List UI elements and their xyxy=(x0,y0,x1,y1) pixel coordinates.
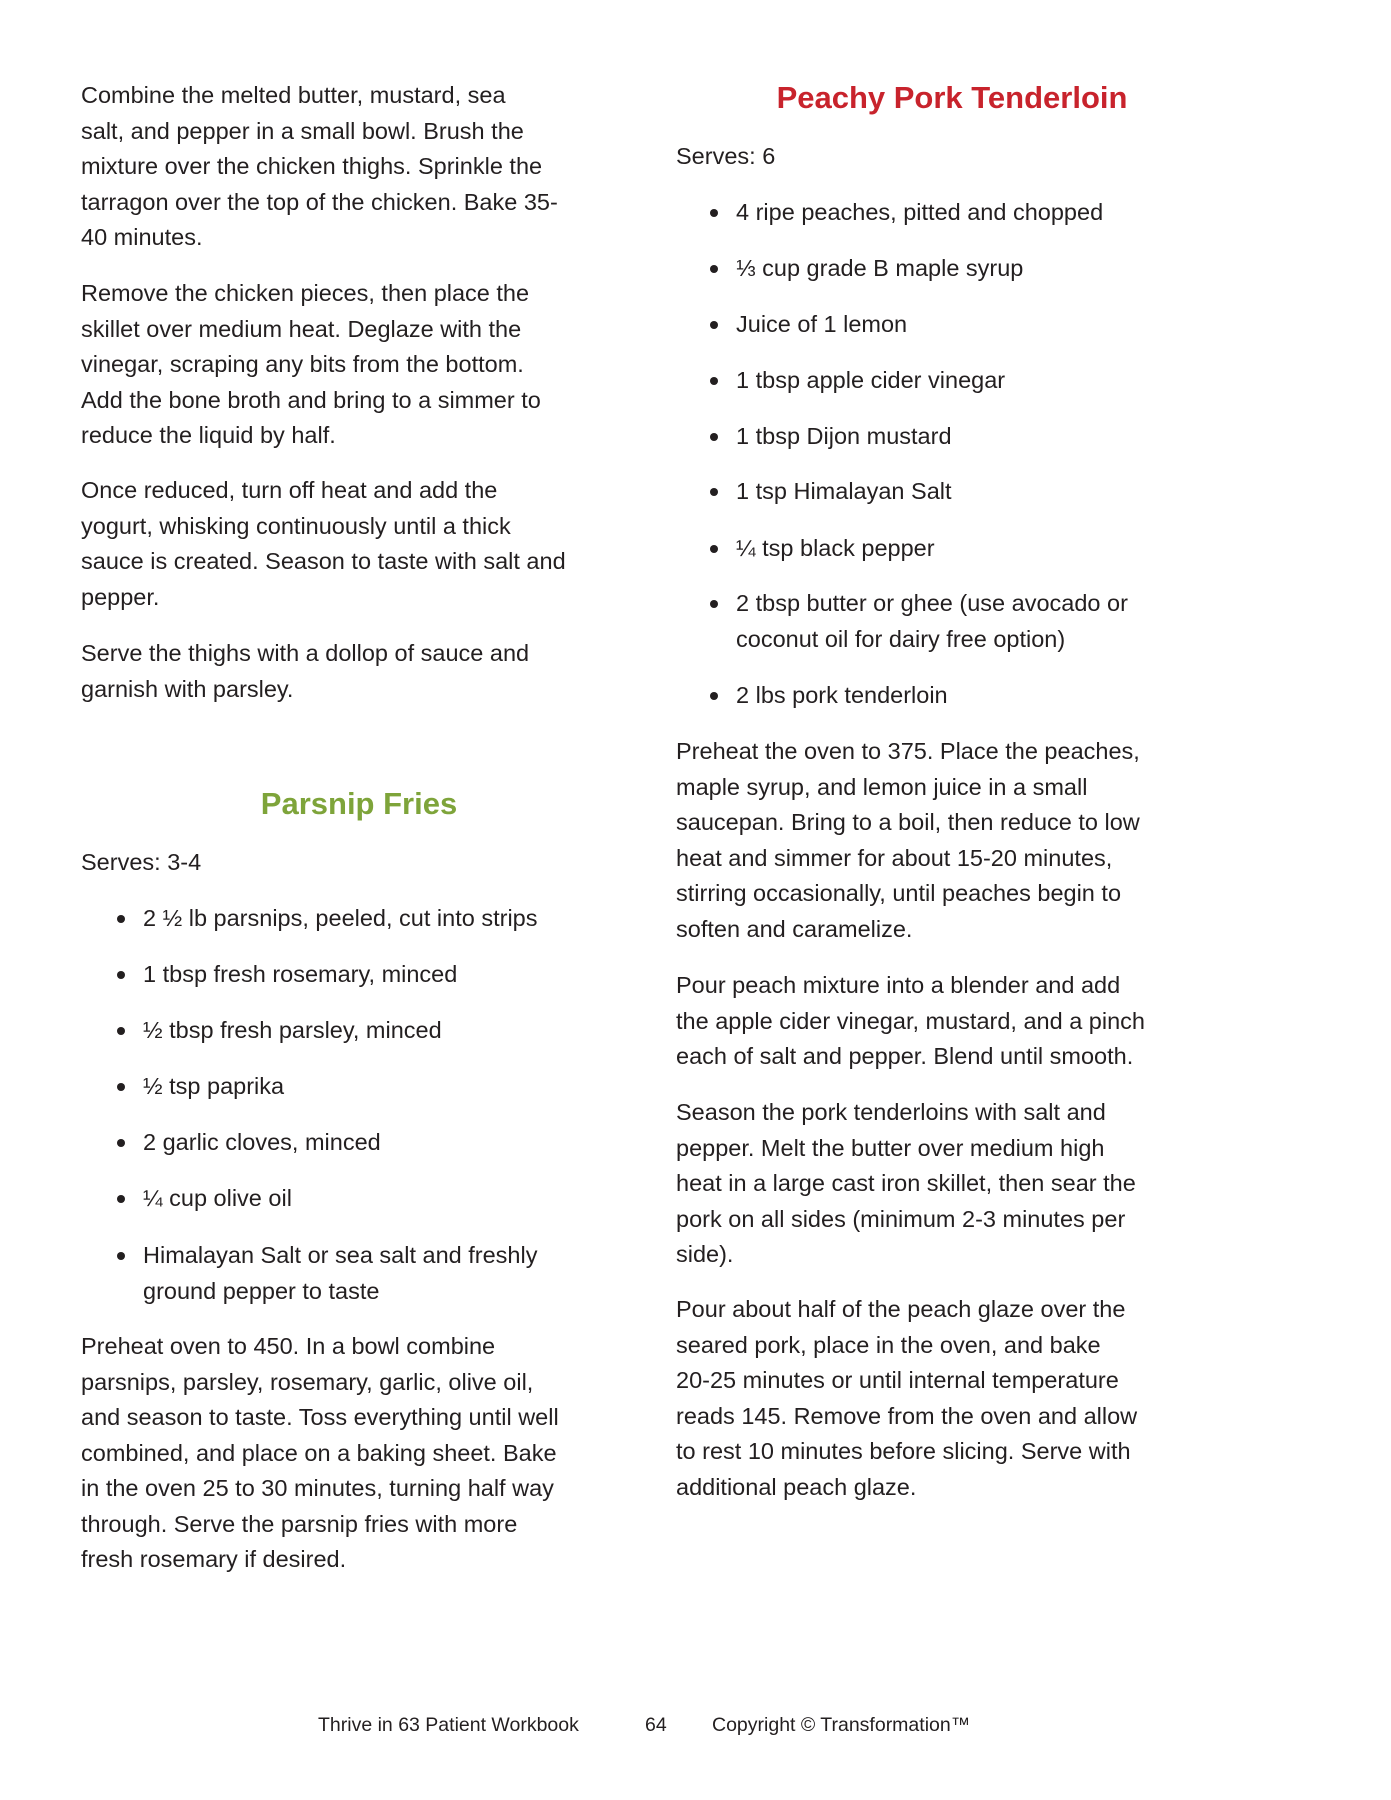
text-line: pepper. Melt the butter over medium high xyxy=(676,1134,1105,1161)
text-line: side). xyxy=(676,1241,734,1267)
text-line: heat in a large cast iron skillet, then sear the xyxy=(676,1170,1136,1196)
text-line: Pour peach mixture into a blender and add xyxy=(676,972,1121,998)
bullet-icon xyxy=(710,692,718,700)
text-line: pepper. xyxy=(81,583,160,610)
text-line: 2 lbs pork tenderloin xyxy=(736,682,948,708)
instructions-paragraph xyxy=(81,1329,559,1578)
text-line: 4 ripe peaches, pitted and chopped xyxy=(736,199,1104,225)
text-line: fresh rosemary if desired. xyxy=(81,1546,347,1572)
text-line: Combine the melted butter, mustard, sea xyxy=(81,82,506,108)
text-line: Once reduced, turn off heat and add the xyxy=(81,477,498,503)
text-line: Himalayan Salt or sea salt and freshly xyxy=(143,1242,538,1268)
text-line: ½ tbsp fresh parsley, minced xyxy=(143,1017,442,1043)
text-line: 2 garlic cloves, minced xyxy=(143,1129,381,1155)
text-line: ½ tsp paprika xyxy=(143,1073,285,1099)
text-line: Season the pork tenderloins with salt and xyxy=(676,1099,1106,1125)
instructions-paragraph xyxy=(676,968,1145,1075)
text-line: in the oven 25 to 30 minutes, turning half way xyxy=(81,1475,554,1501)
text-line: sauce is created. Season to taste with salt and xyxy=(81,548,566,574)
text-line: saucepan. Bring to a boil, then reduce to low xyxy=(676,809,1140,835)
bullet-icon xyxy=(117,1195,125,1203)
text-line: Juice of 1 lemon xyxy=(736,311,908,337)
text-line: 20-25 minutes or until internal temperature xyxy=(676,1367,1119,1393)
bullet-icon xyxy=(117,1139,125,1147)
text-line: maple syrup, and lemon juice in a small xyxy=(676,773,1088,800)
text-line: coconut oil for dairy free option) xyxy=(736,625,1066,652)
paragraph xyxy=(81,473,566,615)
paragraph xyxy=(81,276,541,454)
text-line: Preheat oven to 450. In a bowl combine xyxy=(81,1333,496,1359)
text-line: 1 tbsp apple cider vinegar xyxy=(736,367,1006,393)
text-line: Pour about half of the peach glaze over the xyxy=(676,1296,1126,1322)
paragraph xyxy=(81,78,558,256)
footer-page-number: 64 xyxy=(645,1714,667,1736)
text-line: pork on all sides (minimum 2-3 minutes per xyxy=(676,1205,1126,1232)
bullet-icon xyxy=(710,209,718,217)
instructions-paragraph xyxy=(676,734,1140,947)
text-line: mixture over the chicken thighs. Sprinkle the xyxy=(81,153,543,179)
text-line: Remove the chicken pieces, then place the xyxy=(81,280,530,306)
bullet-icon xyxy=(710,433,718,441)
text-line: 2 tbsp butter or ghee (use avocado or xyxy=(736,590,1128,616)
bullet-icon xyxy=(710,545,718,553)
text-line: stirring occasionally, until peaches begin to xyxy=(676,880,1122,906)
footer-copyright: Copyright © Transformation™ xyxy=(712,1714,971,1736)
bullet-icon xyxy=(117,1252,125,1260)
text-line: skillet over medium heat. Deglaze with the xyxy=(81,315,522,342)
text-line: additional peach glaze. xyxy=(676,1473,917,1500)
text-line: seared pork, place in the oven, and bake xyxy=(676,1331,1101,1358)
bullet-icon xyxy=(117,915,125,923)
bullet-icon xyxy=(117,1083,125,1091)
text-line: salt, and pepper in a small bowl. Brush the xyxy=(81,117,524,144)
text-line: Serve the thighs with a dollop of sauce and xyxy=(81,640,530,666)
bullet-icon xyxy=(117,1027,125,1035)
footer-book-title: Thrive in 63 Patient Workbook xyxy=(318,1714,579,1736)
text-line: combined, and place on a baking sheet. Bake xyxy=(81,1439,557,1466)
text-line: parsnips, parsley, rosemary, garlic, olive oil, xyxy=(81,1368,534,1395)
bullet-icon xyxy=(710,265,718,273)
text-line: reduce the liquid by half. xyxy=(81,422,336,448)
serves-label: Serves: 3-4 xyxy=(81,849,202,875)
text-line: ground pepper to taste xyxy=(143,1277,380,1304)
paragraph xyxy=(81,636,529,707)
serves-label: Serves: 6 xyxy=(676,143,776,169)
text-line: 2 ½ lb parsnips, peeled, cut into strips xyxy=(143,905,538,931)
text-line: soften and caramelize. xyxy=(676,915,913,942)
bullet-icon xyxy=(710,377,718,385)
bullet-icon xyxy=(117,971,125,979)
text-line: heat and simmer for about 15-20 minutes, xyxy=(676,844,1113,871)
text-line: 1 tsp Himalayan Salt xyxy=(736,478,952,504)
text-line: 1 tbsp fresh rosemary, minced xyxy=(143,961,458,987)
bullet-icon xyxy=(710,488,718,496)
recipe-title-parsnip-fries: Parsnip Fries xyxy=(260,786,458,821)
text-line: to rest 10 minutes before slicing. Serve with xyxy=(676,1438,1131,1464)
recipe-title-peachy-pork: Peachy Pork Tenderloin xyxy=(776,80,1128,115)
bullet-icon xyxy=(710,600,718,608)
bullet-icon xyxy=(710,321,718,329)
text-line: Preheat the oven to 375. Place the peaches, xyxy=(676,738,1140,764)
instructions-paragraph xyxy=(676,1292,1137,1505)
text-line: and season to taste. Toss everything until well xyxy=(81,1404,559,1430)
text-line: ¼ cup olive oil xyxy=(143,1185,292,1211)
text-line: Add the bone broth and bring to a simmer to xyxy=(81,386,541,413)
text-line: the apple cider vinegar, mustard, and a pinch xyxy=(676,1007,1145,1034)
text-line: tarragon over the top of the chicken. Bake 35- xyxy=(81,188,558,215)
text-line: 1 tbsp Dijon mustard xyxy=(736,423,952,449)
text-line: reads 145. Remove from the oven and allow xyxy=(676,1402,1138,1429)
text-line: vinegar, scraping any bits from the bottom. xyxy=(81,351,524,377)
text-line: 40 minutes. xyxy=(81,224,203,250)
text-line: yogurt, whisking continuously until a thick xyxy=(81,512,511,539)
text-line: ¼ tsp black pepper xyxy=(736,535,935,561)
text-line: garnish with parsley. xyxy=(81,675,294,702)
text-line: through. Serve the parsnip fries with more xyxy=(81,1510,518,1537)
text-line: ⅓ cup grade B maple syrup xyxy=(736,255,1024,281)
text-line: each of salt and pepper. Blend until smooth. xyxy=(676,1043,1134,1069)
instructions-paragraph xyxy=(676,1095,1136,1273)
